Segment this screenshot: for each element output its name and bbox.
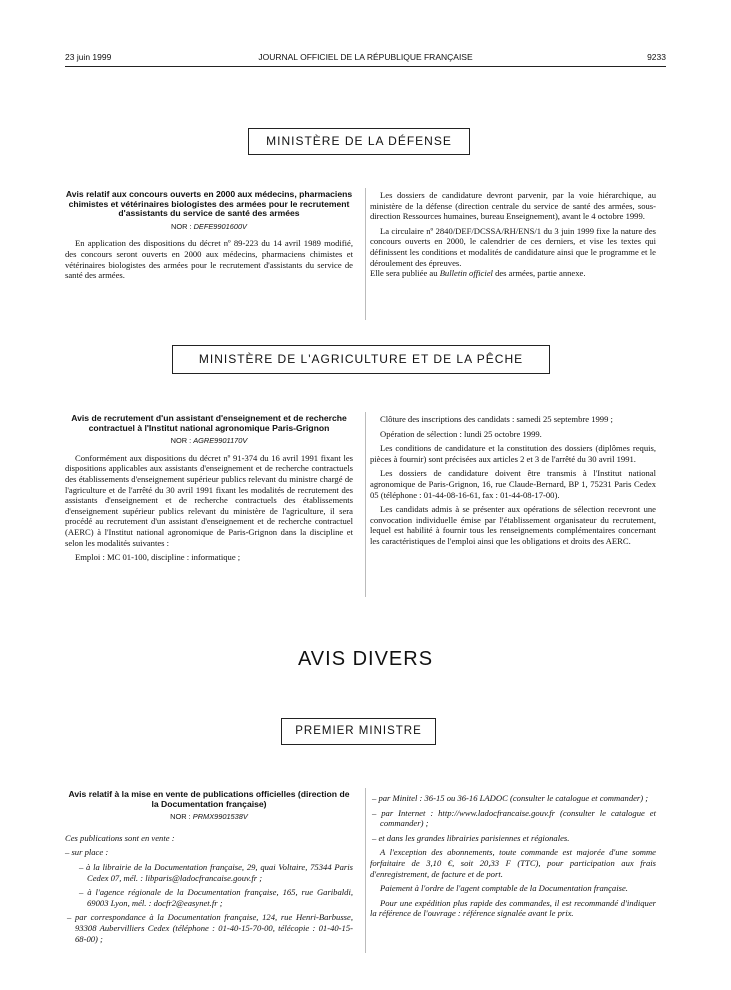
paragraph: Conformément aux dispositions du décret nº 91-374 du 16 avril 1991 fixant les dispositions applicables aux assistants d'enseignement et de recherche contractuels des établissements d'enseignement supérieur publics relevant du ministre chargé de l'agriculture et de l'arrêté du 30 avril 1991 fixant les modalités de recrutement des assistants d'enseignement et de recherche contractuels des établissements d'enseignement supérieur publics relevant du ministère de l'agriculture, il sera procédé au recrutement d'un assistant d'enseignement et de recherche contractuel (AERC) à l'Institut national agronomique de Paris-Grignon dans la discipline et selon les modalités suivantes :: [65, 452, 353, 548]
list-item: – par Internet : http://www.ladocfrancaise.gouv.fr (consulter le catalogue et commander) ;: [372, 807, 656, 829]
list-item: – par Minitel : 36-15 ou 36-16 LADOC (consulter le catalogue et commander) ;: [372, 793, 649, 803]
section-title-avis-divers: AVIS DIVERS: [297, 648, 434, 670]
ministry-heading-premier-ministre: PREMIER MINISTRE: [281, 718, 436, 745]
running-header: [65, 52, 666, 66]
nor-code: PRMX9901538V: [192, 812, 248, 822]
page-number: 9233: [647, 52, 666, 62]
premier-ministre-right-column: [370, 793, 656, 923]
nor-reference: NOR : DEFE9901600V: [170, 221, 247, 231]
column-divider: [365, 188, 366, 320]
notice-title: Avis relatif aux concours ouverts en 2000 aux médecins, pharmaciens chimistes et vétérinaires biologistes des armées pour le recrutement d'assistants du service de santé des armées: [65, 189, 353, 219]
nor-reference: NOR : AGRE9901170V: [170, 436, 248, 446]
paragraph: En application des dispositions du décret nº 89-223 du 14 avril 1989 modifié, des concours seront ouverts en 2000 aux médecins, pharmaciens chimistes et vétérinaires biologistes des armées pour le recrutement d'assistants du service de santé des armées.: [65, 238, 353, 281]
nor-code: DEFE9901600V: [193, 221, 247, 231]
ministry-heading-agriculture: MINISTÈRE DE L'AGRICULTURE ET DE LA PÊCHE: [172, 345, 550, 374]
list-item: – par correspondance à la Documentation française, 124, rue Henri-Barbusse, 93308 Aubervilliers Cedex (téléphone : 01-40-15-70-00, télécopie : 01-40-15-68-00) ;: [67, 912, 353, 944]
paragraph: La circulaire nº 2840/DEF/DCSSA/RH/ENS/1 du 3 juin 1999 fixe la nature des concours ouverts en 2000, le calendrier de ces derniers, et vise les textes qui définissent les conditions et modalités de candidature ainsi que le programme et le déroulement des épreuves.: [370, 225, 656, 268]
list-item: – à l'agence régionale de la Documentation française, 165, rue Garibaldi, 69003 Lyon, mél. : docfr2@easynet.fr ;: [79, 887, 353, 908]
notice-title: Avis de recrutement d'un assistant d'enseignement et de recherche contractuel à l'Institut national agronomique Paris-Grignon: [71, 413, 347, 433]
agriculture-left-column: [65, 414, 353, 567]
paragraph: Les conditions de candidature et la constitution des dossiers (diplômes requis, pièces à fournir) sont précisées aux articles 2 et 3 de l'arrêté du 30 avril 1991.: [370, 443, 656, 464]
paragraph: Les dossiers de candidature doivent être transmis à l'Institut national agronomique de Paris-Grignon, 16, rue Claude-Bernard, BP 1, 75231 Paris Cedex 05 (téléphone : 01-44-08-16-61, fax : 01-44-08-17-00).: [370, 468, 656, 500]
agriculture-right-column: [370, 414, 656, 551]
nor-code: AGRE9901170V: [193, 436, 248, 446]
paragraph: A l'exception des abonnements, toute commande est majorée d'une somme forfaitaire de 3,10 €, soit 20,33 F (TTC), pour participation aux frais d'enregistrement, de facture et de port.: [370, 847, 656, 879]
paragraph: Opération de sélection : lundi 25 octobre 1999.: [380, 428, 542, 439]
column-divider: [365, 412, 366, 597]
paragraph: Les dossiers de candidature devront parvenir, par la voie hiérarchique, au ministère de la défense (direction centrale du service de santé des armées, sous-direction Ressources humaines, bureau Enseignement), avant le 4 octobre 1999.: [370, 190, 656, 222]
premier-ministre-left-column: [65, 790, 353, 948]
paragraph: Emploi : MC 01-100, discipline : informatique ;: [75, 552, 241, 563]
column-divider: [365, 788, 366, 953]
paragraph: Elle sera publiée au Bulletin officiel des armées, partie annexe.: [370, 268, 586, 279]
list-item: – et dans les grandes librairies parisiennes et régionales.: [372, 832, 570, 843]
paragraph: Paiement à l'ordre de l'agent comptable de la Documentation française.: [380, 883, 628, 894]
defense-right-column: [370, 190, 656, 283]
paragraph: Les candidats admis à se présenter aux opérations de sélection recevront une convocation individuelle émise par l'établissement organisateur du recrutement, lequel est habilité à fournir tous les renseignements complémentaires concernant les caractéristiques de l'emploi ainsi que les obligations et droits des AERC.: [370, 504, 656, 546]
list-item: Ces publications sont en vente :: [65, 832, 175, 843]
paragraph: Pour une expédition plus rapide des commandes, il est recommandé d'indiquer la référence de l'ouvrage : référence signalée avant le prix.: [370, 897, 656, 919]
ministry-heading-defense: MINISTÈRE DE LA DÉFENSE: [248, 128, 470, 155]
list-item: – sur place :: [65, 847, 109, 858]
issue-date: 23 juin 1999: [65, 52, 112, 62]
defense-left-column: [65, 190, 353, 285]
journal-title: JOURNAL OFFICIEL DE LA RÉPUBLIQUE FRANÇAISE: [258, 52, 473, 62]
paragraph: Clôture des inscriptions des candidats : samedi 25 septembre 1999 ;: [380, 414, 613, 424]
notice-title: Avis relatif à la mise en vente de publications officielles (direction de la Documentation française): [68, 789, 350, 809]
sales-points-list: [65, 833, 353, 944]
nor-reference: NOR : PRMX9901538V: [170, 812, 248, 822]
header-rule: [65, 66, 666, 67]
list-item: – à la librairie de la Documentation française, 29, quai Voltaire, 75344 Paris Cedex 07, mél. : libparis@ladocfrancaise.gouv.fr ;: [79, 861, 353, 883]
